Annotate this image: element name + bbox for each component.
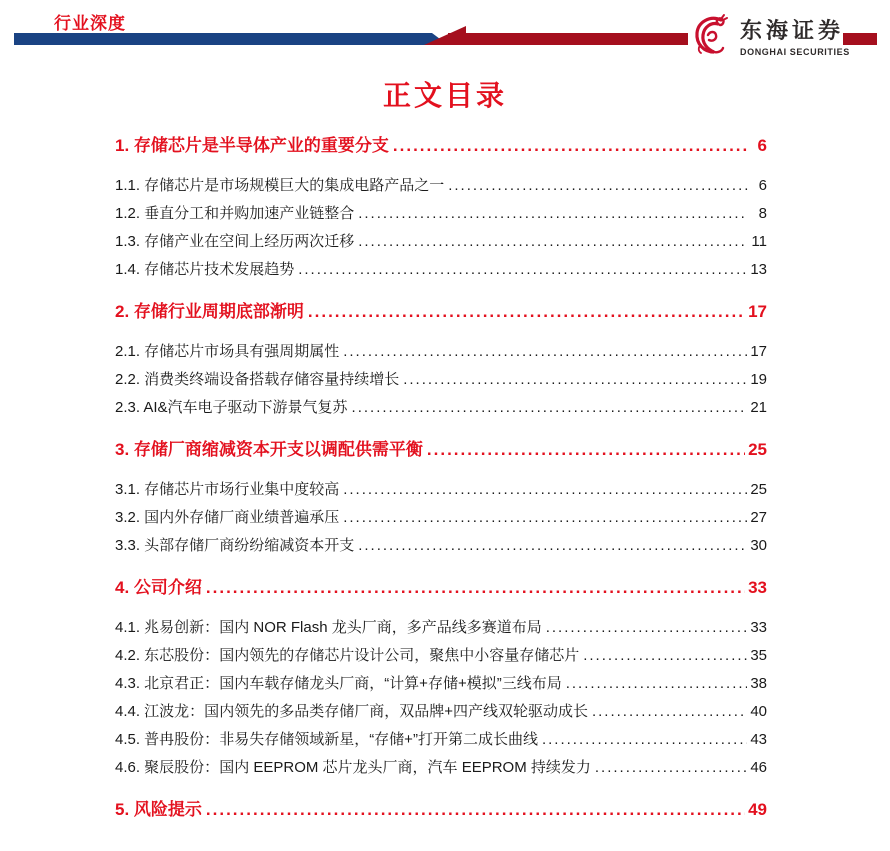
toc-page-number: 33 xyxy=(750,619,767,636)
toc-entry-label: 1.1. 存储芯片是市场规模巨大的集成电路产品之一 xyxy=(115,177,445,194)
toc-page-number: 49 xyxy=(748,800,767,819)
toc-page-number: 19 xyxy=(750,371,767,388)
toc-entry-4[interactable] xyxy=(115,574,767,602)
toc-entry-label: 4.1. 兆易创新：国内 NOR Flash 龙头厂商，多产品线多赛道布局 xyxy=(115,619,542,636)
dot-leader xyxy=(448,172,748,200)
report-category-label: 行业深度 xyxy=(54,14,126,33)
toc-page-number: 33 xyxy=(748,578,767,597)
dot-leader xyxy=(546,614,748,642)
toc-entry-2.1[interactable] xyxy=(115,338,767,366)
toc-entry-label: 1.3. 存储产业在空间上经历两次迁移 xyxy=(115,233,355,250)
dot-leader xyxy=(542,726,747,754)
dot-leader xyxy=(583,642,747,670)
dot-leader xyxy=(298,256,747,284)
toc-page-number: 11 xyxy=(751,233,767,250)
toc-page-number: 13 xyxy=(750,261,767,278)
toc-entry-2[interactable] xyxy=(115,298,767,326)
dot-leader xyxy=(566,670,748,698)
toc-entry-label: 3. 存储厂商缩减资本开支以调配供需平衡 xyxy=(115,440,423,459)
dot-leader xyxy=(352,394,748,422)
toc-page-number: 6 xyxy=(757,136,767,155)
toc-entry-2.3[interactable] xyxy=(115,394,767,422)
dot-leader xyxy=(308,298,745,326)
toc-list xyxy=(115,132,767,836)
toc-entry-4.4[interactable] xyxy=(115,698,767,726)
toc-page-number: 17 xyxy=(750,343,767,360)
toc-entry-label: 4. 公司介绍 xyxy=(115,578,202,597)
toc-page-number: 25 xyxy=(750,481,767,498)
toc-entry-label: 2.3. AI&汽车电子驱动下游景气复苏 xyxy=(115,399,348,416)
toc-page-number: 30 xyxy=(750,537,767,554)
toc-page-number: 35 xyxy=(750,647,767,664)
toc-entry-3.3[interactable] xyxy=(115,532,767,560)
toc-entry-label: 2.2. 消费类终端设备搭载存储容量持续增长 xyxy=(115,371,400,388)
logo-text xyxy=(740,14,850,57)
toc-entry-label: 5. 风险提示 xyxy=(115,800,202,819)
company-logo xyxy=(688,10,850,60)
toc-page-number: 46 xyxy=(750,759,767,776)
toc-page-number: 21 xyxy=(750,399,767,416)
toc-entry-label: 1.2. 垂直分工和并购加速产业链整合 xyxy=(115,205,355,222)
dot-leader xyxy=(403,366,747,394)
dot-leader xyxy=(358,532,747,560)
toc-page-number: 27 xyxy=(750,509,767,526)
dot-leader xyxy=(595,754,747,782)
toc-entry-label: 1.4. 存储芯片技术发展趋势 xyxy=(115,261,295,278)
toc-entry-5[interactable] xyxy=(115,796,767,824)
dot-leader xyxy=(358,200,748,228)
dot-leader xyxy=(343,338,747,366)
toc-entry-label: 3.3. 头部存储厂商纷纷缩减资本开支 xyxy=(115,537,355,554)
toc-entry-2.2[interactable] xyxy=(115,366,767,394)
toc-entry-4.3[interactable] xyxy=(115,670,767,698)
toc-entry-1.4[interactable] xyxy=(115,256,767,284)
toc-entry-1.1[interactable] xyxy=(115,172,767,200)
header-rule-red xyxy=(448,33,688,45)
header-rule-blue xyxy=(14,33,448,45)
toc-entry-label: 3.2. 国内外存储厂商业绩普遍承压 xyxy=(115,509,340,526)
dot-leader xyxy=(358,228,748,256)
toc-page-number: 43 xyxy=(750,731,767,748)
dot-leader xyxy=(592,698,747,726)
toc-entry-4.1[interactable] xyxy=(115,614,767,642)
toc-entry-3[interactable] xyxy=(115,436,767,464)
toc-page-number: 6 xyxy=(758,177,767,194)
toc-page-number: 40 xyxy=(750,703,767,720)
toc-entry-4.5[interactable] xyxy=(115,726,767,754)
toc-entry-label: 2.1. 存储芯片市场具有强周期属性 xyxy=(115,343,340,360)
toc-entry-label: 1. 存储芯片是半导体产业的重要分支 xyxy=(115,136,389,155)
toc-entry-1.2[interactable] xyxy=(115,200,767,228)
dot-leader xyxy=(393,132,748,160)
toc-entry-4.6[interactable] xyxy=(115,754,767,782)
toc-entry-3.1[interactable] xyxy=(115,476,767,504)
toc-title: 正文目录 xyxy=(382,80,507,111)
logo-cn-name: 东海证券 xyxy=(740,17,845,43)
toc-entry-label: 4.3. 北京君正：国内车载存储龙头厂商，“计算+存储+模拟”三线布局 xyxy=(115,675,562,692)
toc-page-number: 8 xyxy=(758,205,767,222)
toc-entry-label: 4.5. 普冉股份：非易失存储领域新星，“存储+”打开第二成长曲线 xyxy=(115,731,538,748)
toc-entry-label: 2. 存储行业周期底部渐明 xyxy=(115,302,304,321)
toc-page-number: 38 xyxy=(750,675,767,692)
logo-en-name: DONGHAI SECURITIES xyxy=(740,46,850,57)
dot-leader xyxy=(343,476,747,504)
dragon-icon xyxy=(688,11,736,59)
toc-page-number: 17 xyxy=(748,302,767,321)
toc-entry-4.2[interactable] xyxy=(115,642,767,670)
dot-leader xyxy=(206,796,745,824)
dot-leader xyxy=(206,574,745,602)
toc-entry-label: 4.4. 江波龙：国内领先的多品类存储厂商，双品牌+四产线双轮驱动成长 xyxy=(115,703,588,720)
dot-leader xyxy=(343,504,747,532)
toc-entry-1.3[interactable] xyxy=(115,228,767,256)
toc-entry-label: 4.2. 东芯股份：国内领先的存储芯片设计公司，聚焦中小容量存储芯片 xyxy=(115,647,580,664)
dot-leader xyxy=(427,436,745,464)
toc-entry-label: 4.6. 聚辰股份：国内 EEPROM 芯片龙头厂商，汽车 EEPROM 持续发力 xyxy=(115,759,591,776)
toc-entry-3.2[interactable] xyxy=(115,504,767,532)
toc-entry-1[interactable] xyxy=(115,132,767,160)
toc-page-number: 25 xyxy=(748,440,767,459)
toc-entry-label: 3.1. 存储芯片市场行业集中度较高 xyxy=(115,481,340,498)
